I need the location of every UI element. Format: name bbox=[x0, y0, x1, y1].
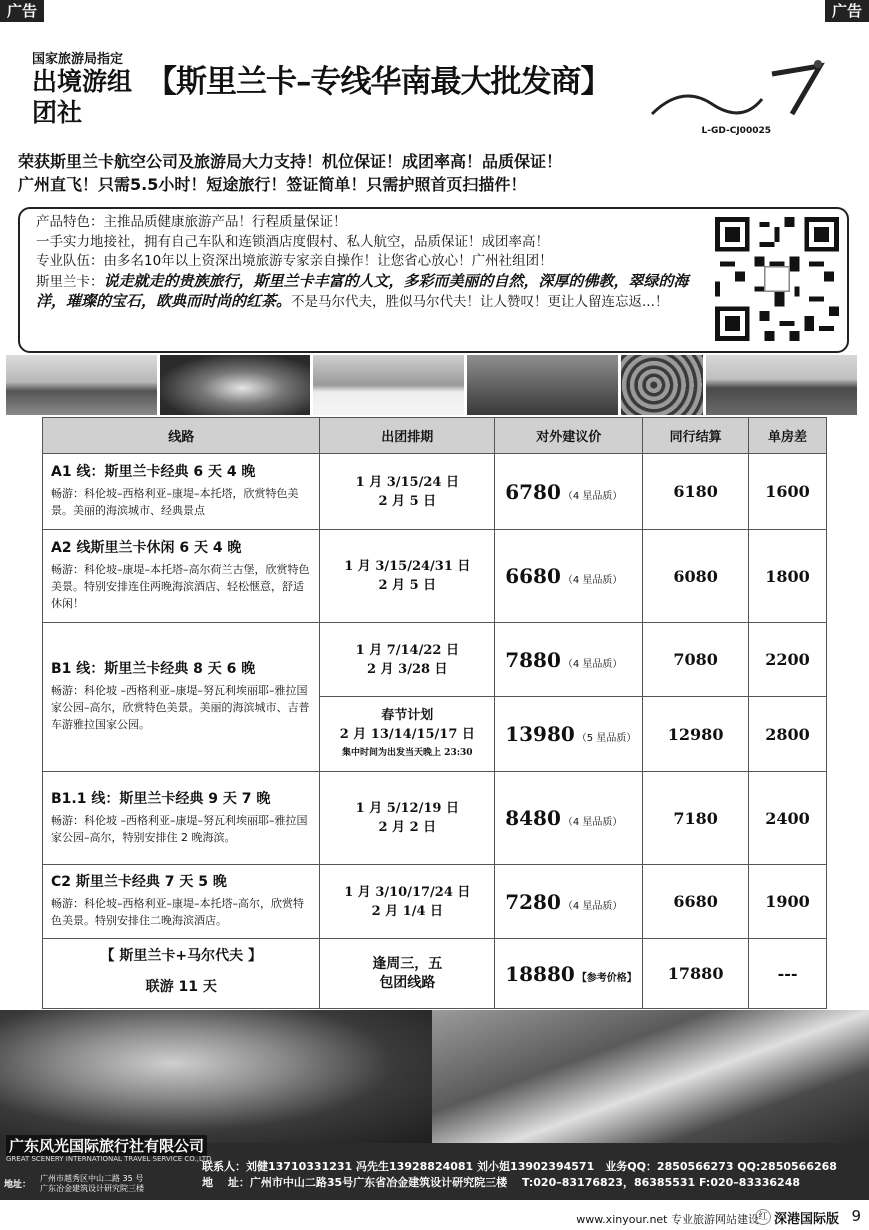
city-skyline-photo bbox=[6, 355, 157, 415]
single-supplement: 1900 bbox=[749, 865, 827, 939]
header bbox=[28, 44, 841, 144]
feature-box bbox=[18, 207, 849, 353]
page-footer bbox=[0, 1203, 869, 1230]
publisher-site: www.xinyour.net 专业旅游网站建设 bbox=[576, 1213, 759, 1226]
slogan-line-2: 广州直飞！只需5.5小时！短途旅行！签证简单！只需护照首页扫描件！ bbox=[18, 175, 527, 194]
schedule-date: 2 月 1/4 日 bbox=[371, 903, 444, 919]
route-title: C2 斯里兰卡经典 7 天 5 晚 bbox=[51, 874, 227, 890]
agent-price: 6180 bbox=[643, 454, 749, 530]
schedule-date: 2 月 2 日 bbox=[378, 820, 437, 835]
schedule-date: 2 月 5 日 bbox=[378, 578, 437, 593]
route-title: A2 线斯里兰卡休闲 6 天 4 晚 bbox=[51, 540, 242, 556]
price-cell bbox=[495, 697, 643, 772]
price-note: （4 星品质） bbox=[562, 817, 623, 828]
page-number: 9 bbox=[851, 1207, 861, 1225]
slogan bbox=[18, 150, 562, 196]
route-cell bbox=[43, 623, 320, 772]
brand-logo bbox=[642, 44, 827, 134]
header-single-supplement: 单房差 bbox=[749, 418, 827, 454]
route-title: A1 线：斯里兰卡经典 6 天 4 晚 bbox=[51, 464, 256, 480]
qr-code bbox=[715, 217, 839, 341]
route-desc: 畅游：科伦坡–西格利亚–康堤–本托塔–高尔，欣赏特色美景。特别安排住二晚海滨酒店。 bbox=[51, 897, 304, 927]
schedule-date: 1 月 3/15/24 日 bbox=[355, 474, 459, 490]
retail-price: 8480 bbox=[505, 806, 561, 830]
schedule-cell bbox=[320, 939, 495, 1009]
price-cell bbox=[495, 454, 643, 530]
schedule-date: 2 月 3/28 日 bbox=[367, 661, 448, 677]
ad-label-left: 广告 bbox=[0, 0, 44, 22]
feature-line-3: 专业队伍：由多名10年以上资深出境旅游专家亲自操作！让您省心放心！广州社组团！ bbox=[36, 253, 553, 269]
single-supplement: 1800 bbox=[749, 530, 827, 623]
publisher-logo-icon: 红 bbox=[755, 1209, 771, 1225]
schedule-date: 2 月 5 日 bbox=[378, 493, 437, 509]
route-desc: 畅游：科伦坡–西格利亚–康堤–本托塔，欣赏特色美景。美丽的海滨城市、经典景点 bbox=[51, 487, 299, 517]
address-small bbox=[40, 1174, 180, 1194]
elephants-photo bbox=[706, 355, 857, 415]
footer bbox=[0, 1137, 869, 1200]
address-line-2: 广东冶金建筑设计研究院三楼 bbox=[40, 1184, 144, 1193]
routes-table bbox=[42, 417, 827, 1009]
route-desc: 畅游：科伦坡–康堤–本托塔–高尔荷兰古堡，欣赏特色美景。特别安排连住两晚海滨酒店、轻松惬意，舒适休闲！ bbox=[51, 563, 310, 610]
price-note: （4 星品质） bbox=[562, 900, 623, 912]
schedule-date: 2 月 13/14/15/17 日 bbox=[339, 726, 475, 742]
price-note: （4 星品质） bbox=[562, 658, 623, 670]
diver-photo bbox=[467, 355, 618, 415]
schedule-date: 1 月 3/15/24/31 日 bbox=[344, 559, 471, 574]
table-row bbox=[43, 865, 827, 939]
schedule-cell bbox=[320, 623, 495, 697]
route-title: 【 斯里兰卡+马尔代夫 】 bbox=[100, 947, 262, 964]
feature-line-1: 产品特色：主推品质健康旅游产品！行程质量保证！ bbox=[36, 214, 347, 230]
agent-price: 6080 bbox=[643, 530, 749, 623]
fish-photo bbox=[160, 355, 311, 415]
table-row bbox=[43, 939, 827, 1009]
feature-line-4-emphasis: 说走就走的贵族旅行，斯里兰卡丰富的人文，多彩而美丽的自然，深厚的佛教，翠绿的海洋，璀璨的宝石，欧典而时尚的红茶。 bbox=[36, 271, 689, 310]
spring-festival-label: 春节计划 bbox=[381, 707, 434, 723]
schedule-cell bbox=[320, 530, 495, 623]
route-cell bbox=[43, 865, 320, 939]
route-title: B1 线：斯里兰卡经典 8 天 6 晚 bbox=[51, 661, 256, 677]
beach-photo bbox=[313, 355, 464, 415]
retail-price: 6780 bbox=[505, 479, 561, 504]
address-label: 地址： bbox=[4, 1180, 32, 1190]
schedule-cell bbox=[320, 454, 495, 530]
agency-type: 出境游组团社 bbox=[32, 67, 133, 127]
price-cell bbox=[495, 530, 643, 623]
header-schedule: 出团排期 bbox=[320, 418, 495, 454]
single-supplement: 2400 bbox=[749, 772, 827, 865]
schedule-cell bbox=[320, 772, 495, 865]
retail-price: 13980 bbox=[505, 722, 575, 746]
route-cell bbox=[43, 454, 320, 530]
sigiriya-rock-photo bbox=[0, 1010, 432, 1143]
header-agent-price: 同行结算 bbox=[643, 418, 749, 454]
schedule-cell bbox=[320, 865, 495, 939]
schedule-cell bbox=[320, 697, 495, 772]
route-desc: 畅游：科伦坡 –西格利亚–康堤–努瓦利埃丽耶–雅拉国家公园–高尔，欣赏特色美景。美丽的海滨城市、吉普车游雅拉国家公园。 bbox=[51, 684, 310, 731]
table-row bbox=[43, 454, 827, 530]
table-row bbox=[43, 772, 827, 865]
retail-price: 6680 bbox=[505, 564, 561, 588]
agent-price: 6680 bbox=[643, 865, 749, 939]
schedule-date: 1 月 7/14/22 日 bbox=[355, 642, 459, 658]
retail-price: 7280 bbox=[505, 889, 561, 914]
feature-line-4-tail: 不是马尔代夫，胜似马尔代夫！让人赞叹！更让人留连忘返...！ bbox=[291, 294, 669, 310]
route-cell bbox=[43, 530, 320, 623]
address-line-1: 广州市越秀区中山二路 35 号 bbox=[40, 1174, 144, 1183]
agent-price: 12980 bbox=[643, 697, 749, 772]
price-cell bbox=[495, 623, 643, 697]
brand-code: L-GD-CJ00025 bbox=[701, 126, 771, 136]
photo-strip bbox=[6, 355, 857, 415]
single-supplement: 2800 bbox=[749, 697, 827, 772]
feature-line-4-prefix: 斯里兰卡： bbox=[36, 273, 104, 290]
header-route: 线路 bbox=[43, 418, 320, 454]
table-header-row bbox=[43, 418, 827, 454]
leopard-photo bbox=[621, 355, 704, 415]
headline: 【斯里兰卡–专线华南最大批发商】 bbox=[146, 64, 611, 100]
company-name-en: GREAT SCENERY INTERNATIONAL TRAVEL SERVICE CO.,LTD bbox=[6, 1155, 212, 1163]
single-supplement: 1600 bbox=[749, 454, 827, 530]
route-cell bbox=[43, 939, 320, 1009]
route-subtitle: 联游 11 天 bbox=[145, 978, 217, 995]
temple-photo bbox=[432, 1010, 869, 1143]
single-supplement: 2200 bbox=[749, 623, 827, 697]
route-title: B1.1 线：斯里兰卡经典 9 天 7 晚 bbox=[51, 790, 271, 807]
agent-price: 7180 bbox=[643, 772, 749, 865]
ad-label-right: 广告 bbox=[825, 0, 869, 22]
route-cell bbox=[43, 772, 320, 865]
single-supplement: --- bbox=[749, 939, 827, 1009]
schedule-date: 包团线路 bbox=[379, 974, 436, 991]
agent-price: 7080 bbox=[643, 623, 749, 697]
agency-designation: 国家旅游局指定 bbox=[32, 52, 124, 67]
schedule-date: 逢周三，五 bbox=[372, 955, 443, 972]
slogan-line-1: 荣获斯里兰卡航空公司及旅游局大力支持！机位保证！成团率高！品质保证！ bbox=[18, 152, 563, 171]
address-info: 地 址：广州市中山二路35号广东省冶金建筑设计研究院三楼 T:020–83176823，86385531 F:020–83336248 bbox=[202, 1176, 801, 1189]
schedule-date: 1 月 3/10/17/24 日 bbox=[344, 884, 471, 900]
price-cell bbox=[495, 772, 643, 865]
company-name: 广东风光国际旅行社有限公司 bbox=[6, 1135, 207, 1156]
route-desc: 畅游：科伦坡 –西格利亚–康堤–努瓦利埃丽耶–雅拉国家公园–高尔，特别安排住 2 晚海滨。 bbox=[51, 813, 308, 844]
price-note: 【参考价格】 bbox=[576, 972, 637, 984]
bottom-photos bbox=[0, 1010, 869, 1143]
table-row bbox=[43, 623, 827, 697]
agent-price: 17880 bbox=[643, 939, 749, 1009]
edition-name: 深港国际版 bbox=[773, 1212, 839, 1227]
price-cell bbox=[495, 939, 643, 1009]
table-row bbox=[43, 530, 827, 623]
header-retail-price: 对外建议价 bbox=[495, 418, 643, 454]
feature-line-2: 一手实力地接社，拥有自己车队和连锁酒店度假村、私人航空，品质保证！成团率高！ bbox=[36, 233, 549, 250]
price-cell bbox=[495, 865, 643, 939]
price-note: （4 星品质） bbox=[562, 490, 623, 502]
schedule-note: 集中时间为出发当天晚上 23:30 bbox=[342, 747, 473, 758]
price-note: （5 星品质） bbox=[576, 733, 637, 744]
retail-price: 7880 bbox=[505, 647, 561, 672]
feature-line-4 bbox=[36, 272, 707, 313]
price-note: （4 星品质） bbox=[562, 575, 623, 586]
schedule-date: 1 月 5/12/19 日 bbox=[355, 801, 459, 816]
contact-info: 联系人：刘健13710331231 冯先生13928824081 刘小姐13902394571 业务QQ：2850566273 QQ:2850566268 bbox=[202, 1160, 837, 1173]
retail-price: 18880 bbox=[505, 961, 575, 986]
